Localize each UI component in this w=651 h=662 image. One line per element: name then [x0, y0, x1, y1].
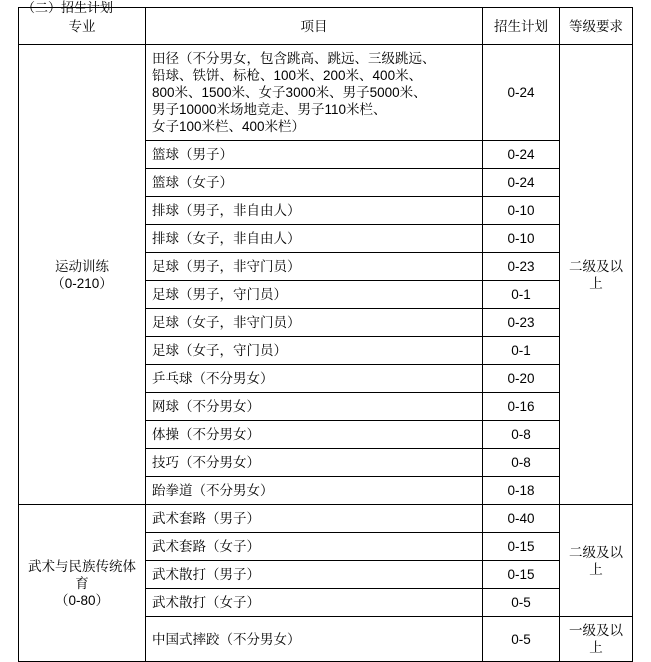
- event-cell: 武术套路（女子）: [146, 533, 483, 561]
- table-row: [19, 45, 633, 141]
- event-cell: 武术散打（男子）: [146, 561, 483, 589]
- plan-cell: 0-23: [483, 309, 560, 337]
- plan-cell: 0-1: [483, 337, 560, 365]
- table-row: [19, 505, 633, 533]
- major-name: 武术与民族传统体育: [28, 558, 136, 591]
- section-heading: （二）招生计划: [22, 0, 114, 15]
- event-line: 800米、1500米、女子3000米、男子5000米、: [152, 85, 427, 100]
- major-cell-wushu: [19, 505, 146, 662]
- event-cell: 网球（不分男女）: [146, 393, 483, 421]
- plan-cell: 0-10: [483, 225, 560, 253]
- event-cell: 体操（不分男女）: [146, 421, 483, 449]
- plan-cell: 0-5: [483, 617, 560, 662]
- table-body: [19, 45, 633, 662]
- column-header-major: 专业: [19, 8, 146, 45]
- event-cell: 武术套路（男子）: [146, 505, 483, 533]
- event-cell: 足球（男子，守门员）: [146, 281, 483, 309]
- event-line: 铅球、铁饼、标枪、100米、200米、400米、: [152, 68, 423, 83]
- event-cell: 足球（男子，非守门员）: [146, 253, 483, 281]
- event-cell: 足球（女子，非守门员）: [146, 309, 483, 337]
- column-header-event: 项目: [146, 8, 483, 45]
- major-cell-sports-training: [19, 45, 146, 505]
- event-cell: 篮球（女子）: [146, 169, 483, 197]
- plan-cell: 0-24: [483, 45, 560, 141]
- plan-cell: 0-16: [483, 393, 560, 421]
- plan-cell: 0-23: [483, 253, 560, 281]
- major-name: 运动训练: [55, 258, 109, 274]
- plan-cell: 0-15: [483, 533, 560, 561]
- major-plan-count: （0-80）: [54, 592, 110, 608]
- plan-cell: 0-1: [483, 281, 560, 309]
- event-line: 男子10000米场地竞走、男子110米栏、: [152, 102, 387, 117]
- plan-cell: 0-15: [483, 561, 560, 589]
- event-cell: 技巧（不分男女）: [146, 449, 483, 477]
- enrollment-plan-table: [18, 7, 633, 662]
- plan-cell: 0-10: [483, 197, 560, 225]
- plan-cell: 0-24: [483, 169, 560, 197]
- level-cell-wrestling: 一级及以上: [560, 617, 633, 662]
- plan-cell: 0-8: [483, 421, 560, 449]
- event-cell: 篮球（男子）: [146, 141, 483, 169]
- event-cell: 武术散打（女子）: [146, 589, 483, 617]
- column-header-plan: 招生计划: [483, 8, 560, 45]
- plan-cell: 0-5: [483, 589, 560, 617]
- event-cell: 乒乓球（不分男女）: [146, 365, 483, 393]
- plan-cell: 0-18: [483, 477, 560, 505]
- plan-cell: 0-40: [483, 505, 560, 533]
- event-cell: 中国式摔跤（不分男女）: [146, 617, 483, 662]
- event-cell-athletics: [146, 45, 483, 141]
- event-cell: 排球（女子，非自由人）: [146, 225, 483, 253]
- event-cell: 跆拳道（不分男女）: [146, 477, 483, 505]
- column-header-level: 等级要求: [560, 8, 633, 45]
- plan-cell: 0-24: [483, 141, 560, 169]
- plan-cell: 0-20: [483, 365, 560, 393]
- plan-cell: 0-8: [483, 449, 560, 477]
- level-cell-sports-training: 二级及以上: [560, 45, 633, 505]
- major-plan-count: （0-210）: [51, 275, 113, 291]
- event-cell: 排球（男子，非自由人）: [146, 197, 483, 225]
- event-line: 女子100米栏、400米栏）: [152, 119, 306, 134]
- event-line: 田径（不分男女，包含跳高、跳远、三级跳远、: [152, 51, 436, 66]
- level-cell-wushu: 二级及以上: [560, 505, 633, 617]
- event-cell: 足球（女子，守门员）: [146, 337, 483, 365]
